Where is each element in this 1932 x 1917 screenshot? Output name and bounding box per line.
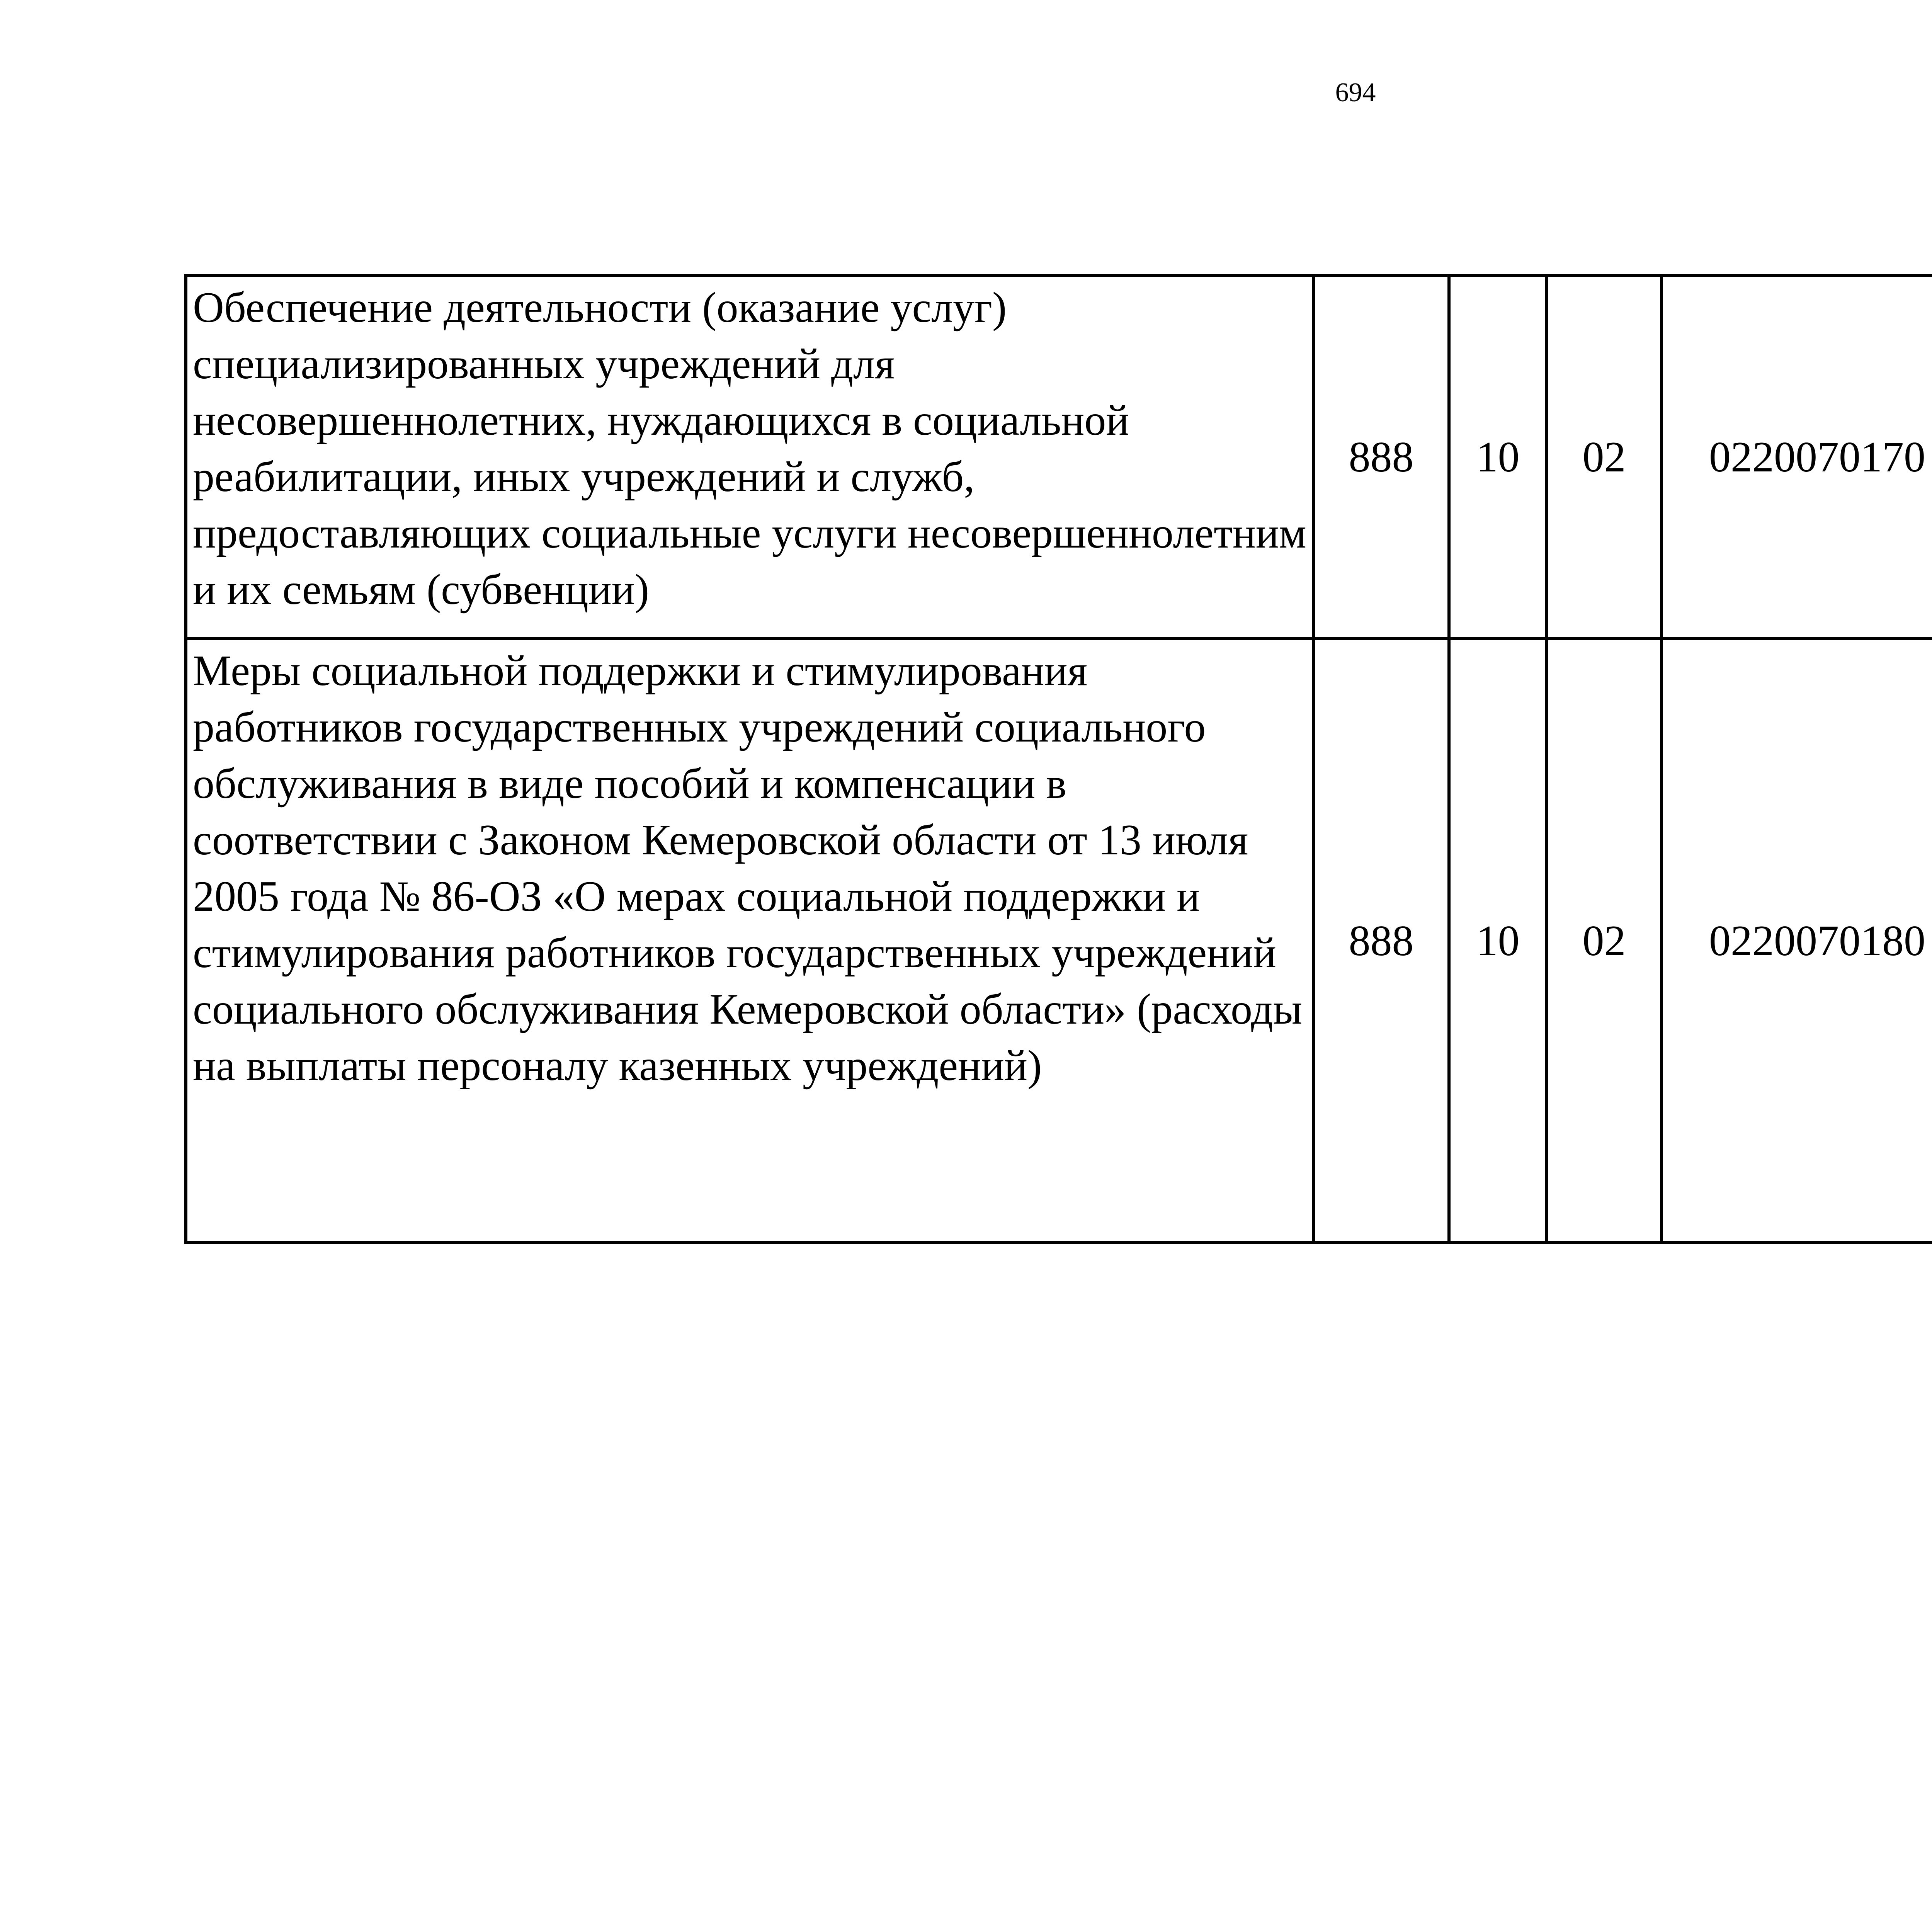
target-article-cell: 0220070170 (1662, 276, 1932, 639)
target-article-cell: 0220070180 (1662, 639, 1932, 1243)
section-code-cell: 10 (1449, 276, 1547, 639)
table-row (186, 639, 1932, 1243)
section-code-cell: 10 (1449, 639, 1547, 1243)
description-cell: Меры социальной поддержки и стимулирования работников государственных учреждений социального обслуживания в виде пособий и компенсации в соответствии с Законом Кемеровской области от 13 июля 2005 года № 86-ОЗ «О мерах социальной поддержки и стимулирования работников государственных учреждений социального обслуживания Кемеровской области» (расходы на выплаты персоналу казенных учреждений) (186, 639, 1313, 1243)
budget-table (184, 274, 1932, 1244)
table-row (186, 276, 1932, 639)
subsection-code-cell: 02 (1547, 639, 1662, 1243)
ministry-code-cell: 888 (1313, 639, 1449, 1243)
ministry-code-cell: 888 (1313, 276, 1449, 639)
subsection-code-cell: 02 (1547, 276, 1662, 639)
description-cell: Обеспечение деятельности (оказание услуг) специализированных учреждений для несовершеннолетних, нуждающихся в социальной реабилитации, иных учреждений и служб, предоставляющих социальные услуги несовершеннолетним и их семьям (субвенции) (186, 276, 1313, 639)
page-number: 694 (1335, 78, 1376, 107)
